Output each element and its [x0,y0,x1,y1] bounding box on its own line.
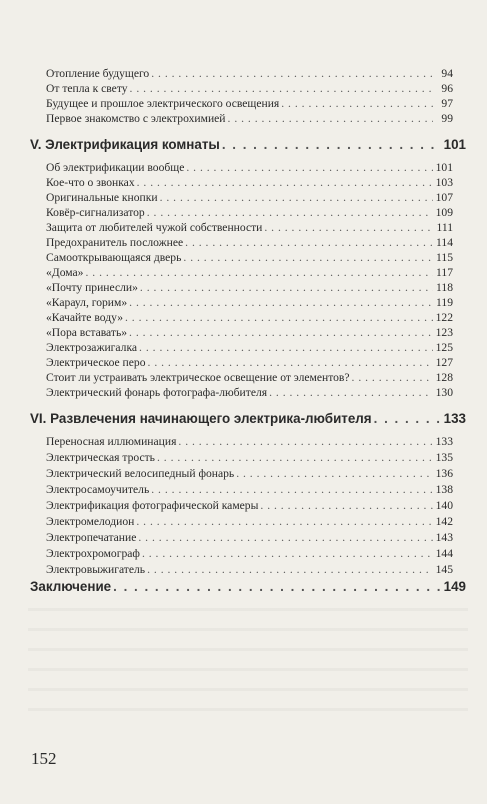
toc-entry-page: 128 [435,371,453,384]
toc-entry-title: Защита от любителей чужой собственности [46,221,263,234]
leader-dots [140,281,433,295]
toc-entry-title: Самооткрывающаяся дверь [46,251,182,264]
leader-dots [148,356,433,370]
toc-entry-page: 101 [435,161,453,174]
toc-entry-page: 123 [435,326,453,339]
toc-entry [46,326,453,340]
toc-entry-page: 118 [436,281,453,294]
leader-dots [178,435,433,449]
toc-entry-title: Переносная иллюминация [46,435,177,448]
leader-dots [137,176,433,190]
toc-entry-page: 144 [435,547,453,560]
leader-dots [185,236,433,250]
toc-entry-page: 125 [435,341,453,354]
toc-entry-title: Электрическая трость [46,451,155,464]
toc-entry-page: 111 [436,221,453,234]
toc-entry [46,161,453,175]
toc-entry-page: 117 [436,266,453,279]
toc-entry [46,483,453,497]
leader-dots [236,467,433,481]
chapter-heading [30,137,466,153]
page-number: 152 [31,749,57,768]
leader-dots [85,266,433,280]
toc-entry [46,191,453,205]
toc-entry-page: 143 [435,531,453,544]
toc-entry [46,97,453,111]
toc-entry [46,311,453,325]
toc-entry-title: Электрохромограф [46,547,140,560]
toc-entry-page: 122 [435,311,453,324]
toc-entry [46,266,453,280]
toc-entry [46,341,453,355]
toc-entry-title: Предохранитель посложнее [46,236,184,249]
toc-entry-page: 99 [441,112,453,125]
toc-entry [46,531,453,545]
toc-entry-page: 127 [435,356,453,369]
chapter-heading [30,411,466,427]
toc-entry-title: Электрическое перо [46,356,146,369]
toc-entry [46,386,453,400]
leader-dots [151,67,433,81]
leader-dots [183,251,433,265]
toc-entry-page: 96 [441,82,453,95]
leader-dots [113,579,442,595]
leader-dots [139,341,433,355]
toc-entry-title: Об электрификации вообще [46,161,185,174]
toc-entry-title: Электрозажигалка [46,341,138,354]
toc-entry [46,467,453,481]
toc-entry-page: 114 [436,236,453,249]
toc-entry-title: Электрический велосипедный фонарь [46,467,235,480]
toc-entry-title: Электровыжигатель [46,563,146,576]
toc-entry-title: Электрификация фотографической камеры [46,499,259,512]
leader-dots [186,161,433,175]
leader-dots [374,411,442,427]
toc-entry-page: 138 [435,483,453,496]
toc-entry-page: 130 [435,386,453,399]
toc-entry-title: Оригинальные кнопки [46,191,158,204]
bleed-through-texture [28,596,468,724]
conclusion-title: Заключение [30,579,112,594]
toc-entry [46,82,453,96]
leader-dots [352,371,433,385]
toc-entry [46,112,453,126]
leader-dots [228,112,433,126]
leader-dots [222,137,442,153]
leader-dots [130,82,433,96]
leader-dots [281,97,433,111]
leader-dots [264,221,433,235]
toc-entry-page: 142 [435,515,453,528]
leader-dots [147,563,433,577]
toc-entry-title: «Почту принесли» [46,281,138,294]
chapter-page: 133 [443,411,466,426]
toc-entry-page: 97 [441,97,453,110]
toc-entry-page: 109 [435,206,453,219]
toc-entry [46,296,453,310]
leader-dots [147,206,433,220]
toc-entry-title: Первое знакомство с электрохимией [46,112,226,125]
leader-dots [260,499,433,513]
toc-entry [46,251,453,265]
toc-entry-page: 119 [436,296,453,309]
toc-entry-title: Электросамоучитель [46,483,150,496]
toc-entry-page: 145 [435,563,453,576]
toc-entry-page: 94 [441,67,453,80]
leader-dots [136,515,433,529]
toc-entry [46,563,453,577]
toc-entry-title: Электрический фонарь фотографа-любителя [46,386,268,399]
leader-dots [269,386,433,400]
toc-entry [46,451,453,465]
toc-entry-title: Кое-что о звонках [46,176,135,189]
toc-entry-title: Стоит ли устраивать электрическое освещение от элементов? [46,371,350,384]
leader-dots [129,296,433,310]
toc-entry-title: «Караул, горим» [46,296,128,309]
toc-entry-title: Отопление будущего [46,67,150,80]
toc-entry [46,236,453,250]
toc-entry-page: 133 [435,435,453,448]
toc-entry-page: 115 [436,251,453,264]
toc-entry-title: Электромелодион [46,515,135,528]
toc-entry-title: Будущее и прошлое электрического освещения [46,97,280,110]
leader-dots [160,191,433,205]
toc-entry-title: «Дома» [46,266,84,279]
conclusion-heading [30,579,466,595]
toc-entry-page: 140 [435,499,453,512]
leader-dots [151,483,433,497]
chapter-title: V. Электрификация комнаты [30,137,220,152]
toc-entry [46,515,453,529]
toc-entry [46,356,453,370]
toc-entry-page: 135 [435,451,453,464]
leader-dots [157,451,433,465]
toc-entry [46,547,453,561]
toc-entry-title: Электропечатание [46,531,137,544]
leader-dots [125,311,433,325]
toc-entry-title: «Пора вставать» [46,326,128,339]
toc-entry-page: 103 [435,176,453,189]
toc-entry [46,67,453,81]
toc-entry [46,499,453,513]
chapter-title: VI. Развлечения начинающего электрика-любителя [30,411,372,426]
toc-entry [46,371,453,385]
toc-entry-title: Ковёр-сигнализатор [46,206,145,219]
toc-entry-title: От тепла к свету [46,82,128,95]
toc-entry-title: «Качайте воду» [46,311,123,324]
toc-entry [46,221,453,235]
toc-entry [46,435,453,449]
toc-entry-page: 107 [435,191,453,204]
toc-entry [46,176,453,190]
toc-entry [46,206,453,220]
leader-dots [138,531,433,545]
leader-dots [129,326,433,340]
leader-dots [142,547,433,561]
chapter-page: 101 [443,137,466,152]
toc-entry [46,281,453,295]
conclusion-page: 149 [443,579,466,594]
toc-entry-page: 136 [435,467,453,480]
